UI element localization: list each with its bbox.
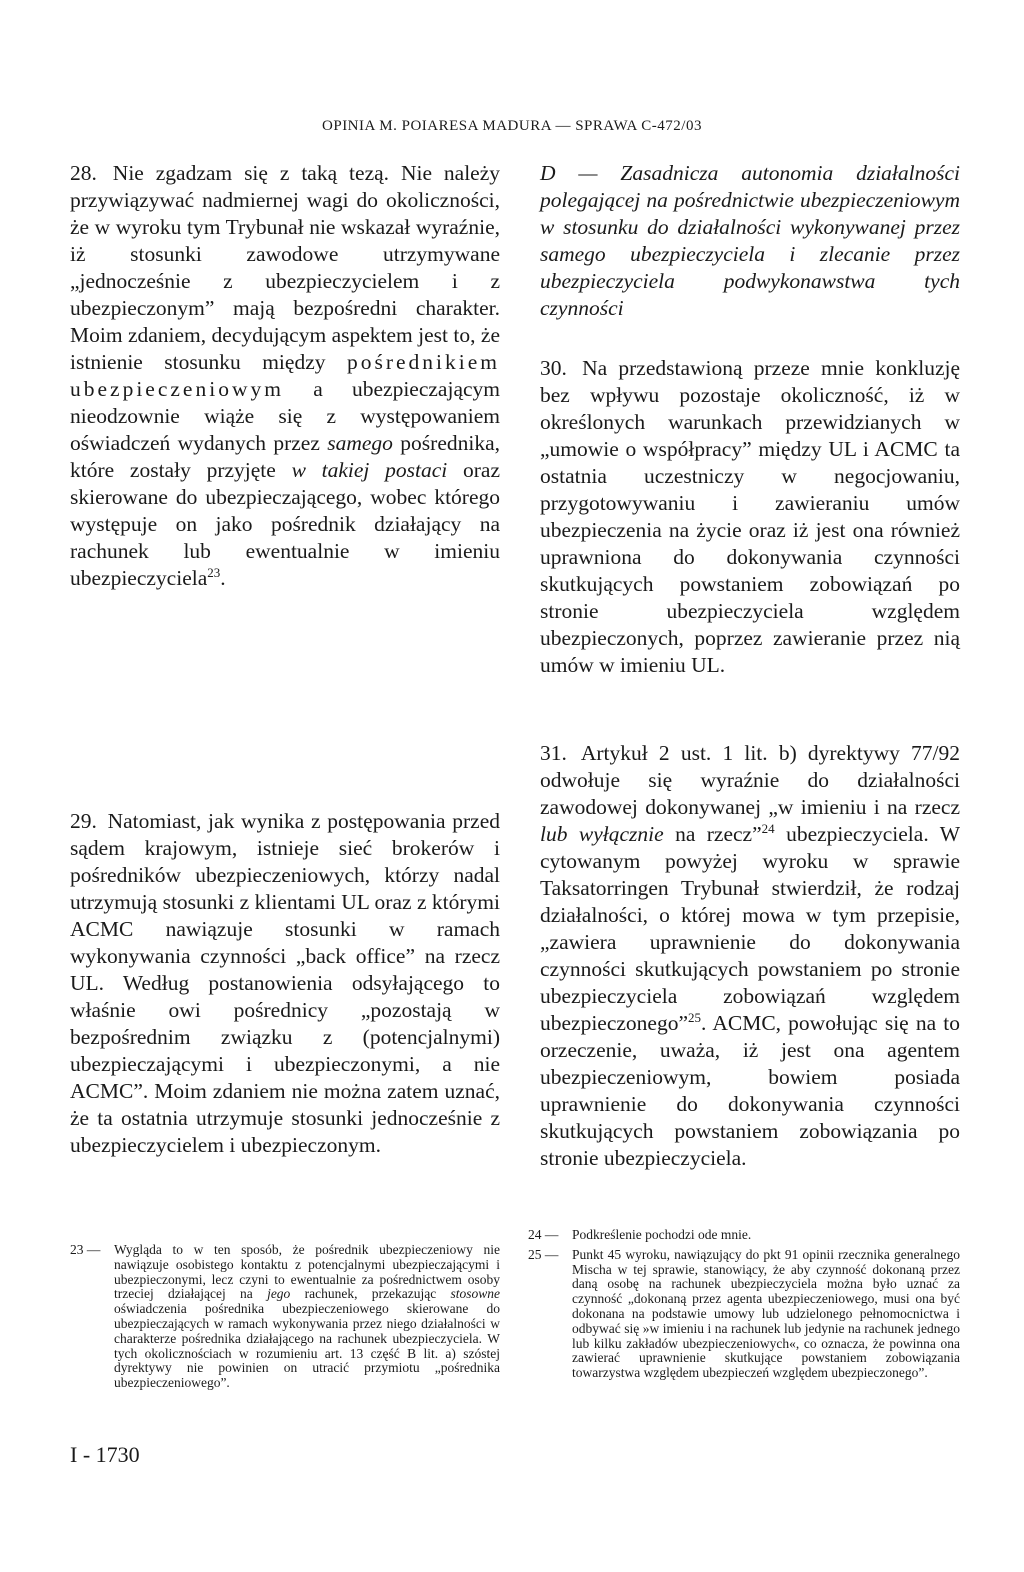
footnote-23 [70,1243,500,1391]
paragraph-text: ubezpieczyciela. W cytowanym powyżej wyroku w sprawie Taksatorringen Trybunał stwierdził, że rodzaj działalności, o której mowa w tym przepisie, „zawiera uprawnienie do dokonywania czynności skutkujących powstaniem po stronie ubezpieczyciela zobowiązań względem ubezpieczonego” [540,822,961,1035]
footnote-ref-25: 25 [688,1010,702,1025]
paragraph-text: Na przedstawioną przeze mnie konkluzję bez wpływu pozostaje okoliczność, iż w określonych warunkach przewidzianych w „umowie o współpracy” między UL i ACMC ta ostatnia uczestniczy w negocjowaniu, przygotowywaniu i zawieraniu umów ubezpieczenia na życie oraz iż jest ona również uprawniona do dokonywania czynności skutkujących powstaniem zobowiązań po stronie ubezpieczyciela względem ubezpieczonych, poprzez zawieranie przez nią umów w imieniu UL. [540,356,961,677]
paragraph-28 [70,160,500,592]
paragraph-31 [540,740,960,1172]
paragraph-29 [70,808,500,1159]
footnote-24 [528,1228,960,1243]
italic-text: stosowne [450,1286,501,1302]
footnote-text-part: oświadczenia pośrednika ubezpieczeniowego skierowane do ubezpieczających w ramach wykonywania przez niego działalności w charakterze pośrednika działającego na rachunek ubezpieczyciela. W tych okolicznościach w rozumieniu art. 13 część B lit. a) szóstej dyrektywy nie powinien on utracić przymiotu „pośrednika ubezpieczeniowego”. [114,1301,500,1391]
footnote-ref-23: 23 [207,565,221,580]
paragraph-text: Nie zgadzam się z taką tezą. Nie należy przywiązywać nadmiernej wagi do okoliczności, że w wyroku tym Trybunał nie wskazał wyraźnie, iż stosunki zawodowe utrzymywane „jednocześnie z ubezpieczycielem i z ubezpieczonym” mają bezpośredni charakter. Moim zdaniem, decydującym aspektem jest to, że istnienie stosunku między [70,161,501,374]
period: . [220,566,226,590]
italic-text: w takiej postaci [291,458,448,482]
page-number: I - 1730 [70,1442,140,1467]
footnote-text: Podkreślenie pochodzi ode mnie. [572,1227,752,1242]
paragraph-number: 29. [70,809,97,833]
paragraph-number: 30. [540,356,567,380]
section-d-heading: D — Zasadnicza autonomia działalności polegającej na pośrednictwie ubezpieczeniowym w stosunku do działalności wykonywanej przez samego ubezpieczyciela i zlecanie przez ubezpieczyciela podwykonawstwa tych czynności [540,161,960,320]
italic-text: lub wyłącznie [540,822,664,846]
footnote-number: 25 — [528,1246,559,1262]
paragraph-text: . ACMC, powołując się na to orzeczenie, uważa, iż jest ona agentem ubezpieczeniowym, bowiem posiada uprawnienie do dokonywania czynności skutkujących powstaniem zobowiązania po stronie ubezpieczyciela. [540,1011,960,1170]
paragraph-text: na rzecz” [675,822,762,846]
footnotes-right [528,1228,960,1386]
footnote-25 [528,1248,960,1381]
paragraph-number: 28. [70,161,97,185]
paragraph-text: a ubezpieczającym nieodzownie wiąże się z występowaniem oświadczeń wydanych przez [70,377,500,455]
footnote-text-part: rachunek, przekazując [304,1286,437,1302]
footnote-text [114,1243,500,1391]
footnote-number: 23 — [70,1242,101,1257]
paragraph-text: Artykuł 2 ust. 1 lit. b) dyrektywy 77/92 odwołuje się wyraźnie do działalności zawodowej dokonywanej „w imieniu i na rzecz [540,741,960,819]
running-header: OPINIA M. POIARESA MADURA — SPRAWA C-472/03 [322,118,702,134]
paragraph-text: pośrednika, które zostały przyjęte [70,431,501,482]
footnote-text: Punkt 45 wyroku, nawiązujący do pkt 91 opinii rzecznika generalnego Mischa w tej sprawie, stanowiący, że aby czynność dokonaną przez daną osobę na rachunek ubezpieczyciela można było uznać za czynność „dokonaną przez agenta ubezpieczeniowego, musi ona być dokonana na podstawie umowy lub udzielonego pełnomocnictwa i odbywać się »w imieniu i na rachunek lub jedynie na rachunek jednego lub kilku zakładów ubezpieczeniowych«, co oznacza, że powinna ona zawierać uprawnienie skutkujące powstaniem zobowiązania towarzystwa względem ubezpieczeń względem ubezpieczonego”. [572,1246,960,1381]
paragraph-number: 31. [540,741,567,765]
footnote-number: 24 — [528,1227,559,1242]
paragraph-text: oraz skierowane do ubezpieczającego, wobec którego występuje on jako pośrednik działający na rachunek lub ewentualnie w imieniu ubezpieczyciela [70,458,501,590]
paragraph-text: Natomiast, jak wynika z postępowania przed sądem krajowym, istnieje sieć brokerów i pośredników ubezpieczeniowych, którzy nadal utrzymują stosunki z klientami UL oraz z którymi ACMC nawiązuje stosunki w ramach wykonywania czynności „back office” na rzecz UL. Według postanowienia odsyłającego to właśnie owi pośrednicy „pozostają w bezpośrednim związku z (potencjalnymi) ubezpieczającymi i ubezpieczonymi, a nie ACMC”. Moim zdaniem nie można zatem uznać, że ta ostatnia utrzymuje stosunki jednocześnie z ubezpieczycielem i ubezpieczonym. [70,809,500,1157]
italic-text: jego [267,1286,291,1302]
footnote-ref-24: 24 [761,821,775,836]
footnotes-left [70,1243,500,1396]
paragraph-text-spaced: pośrednikiem ubezpieczeniowym [70,350,500,401]
footnote-text-part: Wygląda to w ten sposób, że pośrednik ubezpieczeniowy nie nawiązuje osobistego kontaktu z potencjalnymi ubezpieczającymi i ubezpieczonymi, lecz czyni to ewentualnie za pośrednictwem osoby trzeciej działającej na [114,1242,500,1302]
paragraph-30 [540,355,960,679]
italic-text: samego [327,431,393,455]
